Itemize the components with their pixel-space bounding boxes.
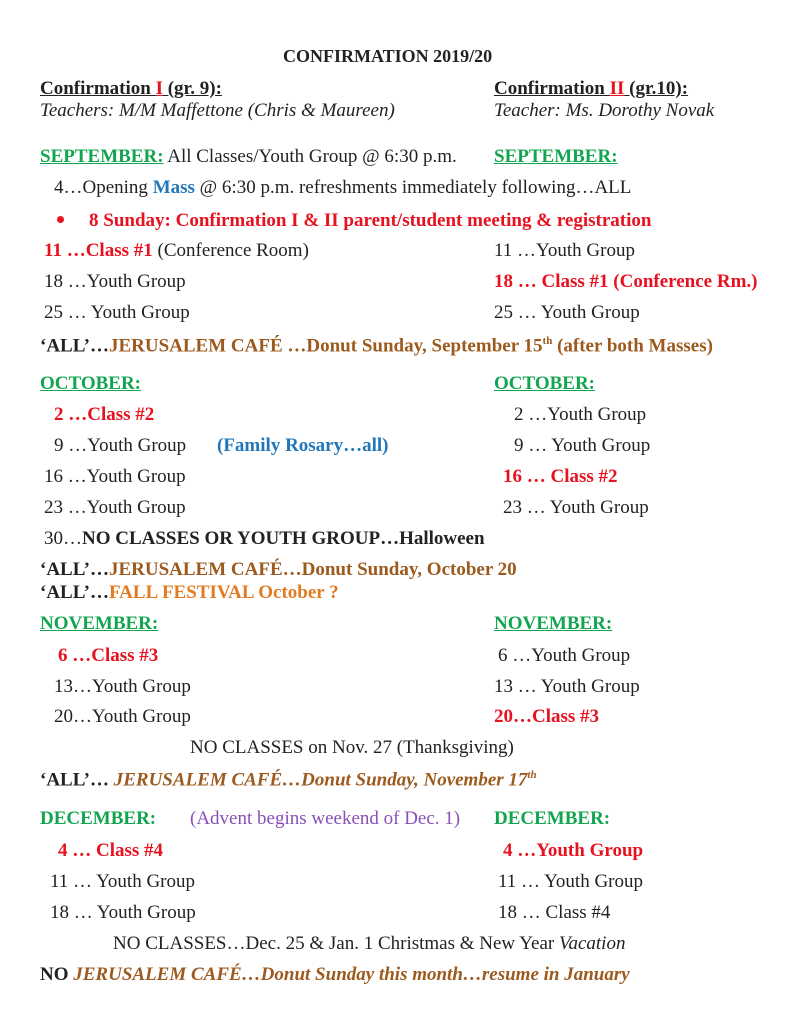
oct-right-3: 16 … Class #2	[503, 466, 618, 487]
nov-right-1: 6 …Youth Group	[498, 645, 631, 666]
opening-mass-line	[54, 178, 631, 197]
sep-right-2: 18 … Class #1 (Conference Rm.)	[494, 271, 758, 292]
oct-left-4: 23 …Youth Group	[44, 497, 186, 518]
no-class-text: NO CLASSES…Dec. 25 & Jan. 1 Christmas & New Year	[113, 933, 559, 954]
sep-right-3: 25 … Youth Group	[494, 302, 640, 323]
nov-cafe-line	[40, 770, 537, 789]
heading-number: I	[155, 78, 163, 99]
sep-right-1: 11 …Youth Group	[494, 240, 635, 261]
dec-cafe-line	[40, 965, 630, 984]
heading-number: II	[609, 78, 625, 99]
december-header: DECEMBER:	[40, 808, 157, 829]
cafe-detail: (after both Masses)	[552, 335, 713, 357]
sep-left-3: 25 … Youth Group	[44, 302, 190, 323]
oct-right-4: 23 … Youth Group	[503, 497, 649, 518]
heading-text: Confirmation	[40, 78, 156, 99]
nov-right-3: 20…Class #3	[494, 706, 600, 727]
fall-festival-line	[40, 583, 339, 602]
heading-text: Confirmation	[494, 78, 610, 99]
opening-detail: @ 6:30 p.m. refreshments immediately following…ALL	[194, 177, 632, 198]
dec-right-1: 4 …Youth Group	[503, 840, 644, 861]
no-label: NO	[40, 964, 74, 985]
cafe-text: JERUSALEM CAFÉ …Donut Sunday, September 15	[108, 335, 543, 357]
oct-left-3: 16 …Youth Group	[44, 466, 186, 487]
no-class-text: NO CLASSES OR YOUTH GROUP…Halloween	[82, 528, 485, 549]
thanksgiving-line: NO CLASSES on Nov. 27 (Thanksgiving)	[190, 737, 514, 758]
class-location: (Conference Room)	[152, 240, 309, 261]
oct-left-2: 9 …Youth Group	[54, 435, 187, 456]
confirmation-2-teachers: Teacher: Ms. Dorothy Novak	[494, 100, 715, 121]
parent-meeting-line: 8 Sunday: Confirmation I & II parent/student meeting & registration	[89, 210, 652, 231]
october-header: OCTOBER:	[40, 373, 142, 394]
festival-text: FALL FESTIVAL October ?	[108, 582, 339, 603]
dec-left-1: 4 … Class #4	[58, 840, 164, 861]
all-label: ‘ALL’…	[40, 769, 114, 791]
vacation-word: Vacation	[558, 933, 626, 954]
heading-grade: (gr. 9):	[162, 78, 222, 99]
date: 30…	[44, 528, 82, 549]
confirmation-1-heading	[40, 79, 222, 98]
month-label: SEPTEMBER:	[40, 146, 164, 167]
page-title: CONFIRMATION 2019/20	[283, 46, 493, 66]
heading-grade: (gr.10):	[624, 78, 689, 99]
all-label: ‘ALL’…	[40, 559, 109, 580]
dec-left-2: 11 … Youth Group	[50, 871, 195, 892]
halloween-line	[44, 529, 485, 548]
sep-cafe-line	[40, 336, 713, 355]
cafe-sup: th	[527, 769, 537, 781]
class-label: 11 …Class #1	[44, 240, 153, 261]
nov-left-1: 6 …Class #3	[58, 645, 159, 666]
cafe-text: JERUSALEM CAFÉ…Donut Sunday, November 17	[113, 769, 528, 791]
nov-left-3: 20…Youth Group	[54, 706, 191, 727]
cafe-sup: th	[542, 335, 553, 347]
family-rosary: (Family Rosary…all)	[217, 435, 389, 456]
december-header-right: DECEMBER:	[494, 808, 611, 829]
dec-left-3: 18 … Youth Group	[50, 902, 196, 923]
november-header-right: NOVEMBER:	[494, 613, 613, 634]
sep-left-2: 18 …Youth Group	[44, 271, 186, 292]
dec-right-2: 11 … Youth Group	[498, 871, 643, 892]
christmas-line	[113, 934, 625, 953]
cafe-text: JERUSALEM CAFÉ…Donut Sunday this month…resume in January	[73, 964, 630, 985]
advent-note: (Advent begins weekend of Dec. 1)	[190, 808, 461, 829]
opening-text: 4…Opening	[54, 177, 153, 198]
all-label: ‘ALL’…	[40, 582, 109, 603]
cafe-text: JERUSALEM CAFÉ…Donut Sunday, October 20	[108, 559, 517, 580]
bullet-icon	[57, 216, 64, 223]
sep-left-1	[44, 241, 309, 260]
mass-word: Mass	[152, 177, 195, 198]
nov-left-2: 13…Youth Group	[54, 676, 191, 697]
september-header	[40, 147, 457, 166]
confirmation-2-heading	[494, 79, 688, 98]
september-header-right: SEPTEMBER:	[494, 146, 618, 167]
oct-left-1: 2 …Class #2	[54, 404, 155, 425]
month-note: All Classes/Youth Group @ 6:30 p.m.	[163, 146, 457, 167]
oct-cafe-line	[40, 560, 517, 579]
oct-right-2: 9 … Youth Group	[514, 435, 651, 456]
oct-right-1: 2 …Youth Group	[514, 404, 647, 425]
confirmation-1-teachers: Teachers: M/M Maffettone (Chris & Maureen)	[40, 100, 395, 121]
dec-right-3: 18 … Class #4	[498, 902, 611, 923]
november-header: NOVEMBER:	[40, 613, 159, 634]
october-header-right: OCTOBER:	[494, 373, 596, 394]
nov-right-2: 13 … Youth Group	[494, 676, 640, 697]
all-label: ‘ALL’…	[40, 335, 109, 357]
